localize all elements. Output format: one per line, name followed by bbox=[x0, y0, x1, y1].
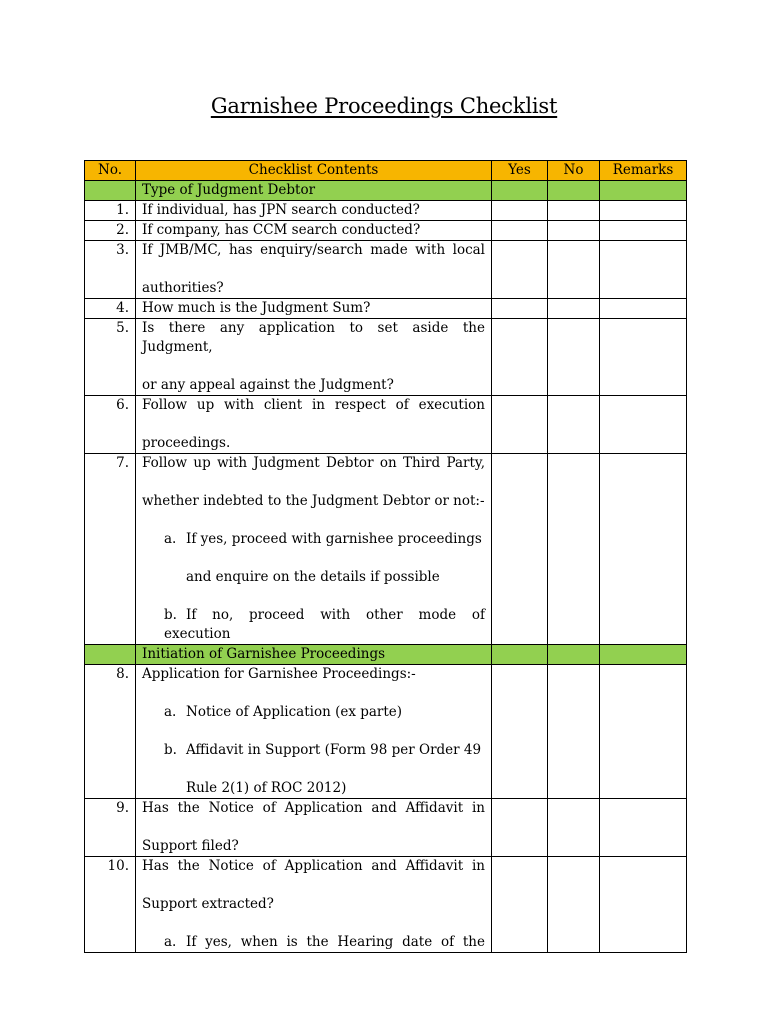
yes-cell[interactable] bbox=[492, 221, 548, 241]
no-cell[interactable] bbox=[548, 201, 600, 221]
section-row-type-of-judgment-debtor bbox=[85, 181, 687, 201]
checklist-item: If company, has CCM search conducted? bbox=[136, 221, 492, 241]
row-number: 3. bbox=[85, 241, 136, 299]
header-remarks: Remarks bbox=[600, 161, 687, 181]
page-title: Garnishee Proceedings Checklist bbox=[210, 94, 558, 118]
no-cell[interactable] bbox=[548, 665, 600, 799]
item-line: Has the Notice of Application and Affidavit in bbox=[142, 858, 485, 874]
sub-item-text: Affidavit in Support (Form 98 per Order 49 bbox=[186, 742, 482, 758]
sub-item-a bbox=[142, 933, 485, 952]
remarks-cell[interactable] bbox=[600, 241, 687, 299]
sub-item-text: If yes, proceed with garnishee proceedings bbox=[186, 531, 482, 547]
section-no-cell bbox=[85, 645, 136, 665]
row-number: 9. bbox=[85, 799, 136, 857]
item-line: or any appeal against the Judgment? bbox=[142, 377, 394, 393]
checklist-item bbox=[136, 454, 492, 645]
remarks-cell[interactable] bbox=[600, 857, 687, 953]
item-line: proceedings. bbox=[142, 435, 231, 451]
yes-cell[interactable] bbox=[492, 396, 548, 454]
no-cell[interactable] bbox=[548, 799, 600, 857]
yes-cell[interactable] bbox=[492, 665, 548, 799]
item-line: Support extracted? bbox=[142, 896, 274, 912]
checklist-item: How much is the Judgment Sum? bbox=[136, 299, 492, 319]
section-no-cell bbox=[85, 181, 136, 201]
checklist-item bbox=[136, 319, 492, 396]
row-number: 4. bbox=[85, 299, 136, 319]
remarks-cell[interactable] bbox=[600, 799, 687, 857]
checklist-item bbox=[136, 857, 492, 953]
item-line: Application for Garnishee Proceedings:- bbox=[142, 666, 416, 682]
sub-item-letter: a. bbox=[164, 704, 177, 720]
no-cell[interactable] bbox=[548, 319, 600, 396]
checklist-item bbox=[136, 665, 492, 799]
yes-cell[interactable] bbox=[492, 201, 548, 221]
sub-item-letter: b. bbox=[164, 742, 177, 758]
table-row bbox=[85, 221, 687, 241]
checklist-item bbox=[136, 396, 492, 454]
row-number: 8. bbox=[85, 665, 136, 799]
sub-item-b bbox=[142, 741, 485, 760]
item-line: Is there any application to set aside the Judgment, bbox=[142, 320, 485, 355]
yes-cell[interactable] bbox=[492, 799, 548, 857]
row-number: 1. bbox=[85, 201, 136, 221]
sub-item-text: Notice of Application (ex parte) bbox=[186, 704, 403, 720]
sub-item-a bbox=[142, 703, 485, 722]
remarks-cell[interactable] bbox=[600, 396, 687, 454]
sub-item-text: If no, proceed with other mode of execution bbox=[164, 607, 485, 642]
sub-item-continuation: Rule 2(1) of ROC 2012) bbox=[186, 780, 347, 796]
checklist-item bbox=[136, 241, 492, 299]
sub-item-letter: a. bbox=[164, 531, 177, 547]
row-number: 6. bbox=[85, 396, 136, 454]
checklist-table bbox=[84, 160, 687, 953]
header-row bbox=[85, 161, 687, 181]
section-title: Initiation of Garnishee Proceedings bbox=[136, 645, 492, 665]
header-no-column: No bbox=[548, 161, 600, 181]
sub-item-a bbox=[142, 530, 485, 549]
table-row bbox=[85, 241, 687, 299]
no-cell[interactable] bbox=[548, 299, 600, 319]
sub-item-b bbox=[142, 606, 485, 644]
sub-item-letter: a. bbox=[164, 934, 177, 950]
header-yes: Yes bbox=[492, 161, 548, 181]
remarks-cell[interactable] bbox=[600, 221, 687, 241]
row-number: 10. bbox=[85, 857, 136, 953]
section-title: Type of Judgment Debtor bbox=[136, 181, 492, 201]
table-row bbox=[85, 396, 687, 454]
item-line: Support filed? bbox=[142, 838, 239, 854]
header-checklist-contents: Checklist Contents bbox=[136, 161, 492, 181]
yes-cell[interactable] bbox=[492, 299, 548, 319]
item-line: Follow up with client in respect of execution bbox=[142, 397, 485, 413]
table-row bbox=[85, 319, 687, 396]
checklist-item: If individual, has JPN search conducted? bbox=[136, 201, 492, 221]
item-line: Has the Notice of Application and Affidavit in bbox=[142, 800, 485, 816]
table-row bbox=[85, 201, 687, 221]
header-no: No. bbox=[85, 161, 136, 181]
item-line: authorities? bbox=[142, 280, 224, 296]
section-row-initiation-of-garnishee-proceedings bbox=[85, 645, 687, 665]
yes-cell[interactable] bbox=[492, 319, 548, 396]
row-number: 7. bbox=[85, 454, 136, 645]
remarks-cell[interactable] bbox=[600, 454, 687, 645]
table-row bbox=[85, 665, 687, 799]
remarks-cell[interactable] bbox=[600, 665, 687, 799]
item-line: If JMB/MC, has enquiry/search made with local bbox=[142, 242, 485, 258]
checklist-item bbox=[136, 799, 492, 857]
remarks-cell[interactable] bbox=[600, 319, 687, 396]
sub-item-continuation: and enquire on the details if possible bbox=[186, 569, 440, 585]
yes-cell[interactable] bbox=[492, 454, 548, 645]
no-cell[interactable] bbox=[548, 221, 600, 241]
row-number: 5. bbox=[85, 319, 136, 396]
yes-cell[interactable] bbox=[492, 241, 548, 299]
table-row bbox=[85, 857, 687, 953]
item-line: whether indebted to the Judgment Debtor or not:- bbox=[142, 493, 485, 509]
remarks-cell[interactable] bbox=[600, 201, 687, 221]
yes-cell[interactable] bbox=[492, 857, 548, 953]
sub-item-letter: b. bbox=[164, 607, 177, 623]
table-row bbox=[85, 454, 687, 645]
table-row bbox=[85, 799, 687, 857]
no-cell[interactable] bbox=[548, 241, 600, 299]
remarks-cell[interactable] bbox=[600, 299, 687, 319]
row-number: 2. bbox=[85, 221, 136, 241]
table-row bbox=[85, 299, 687, 319]
no-cell[interactable] bbox=[548, 857, 600, 953]
no-cell[interactable] bbox=[548, 454, 600, 645]
sub-item-text: If yes, when is the Hearing date of the bbox=[186, 934, 485, 950]
no-cell[interactable] bbox=[548, 396, 600, 454]
item-line: Follow up with Judgment Debtor on Third Party, bbox=[142, 455, 485, 471]
